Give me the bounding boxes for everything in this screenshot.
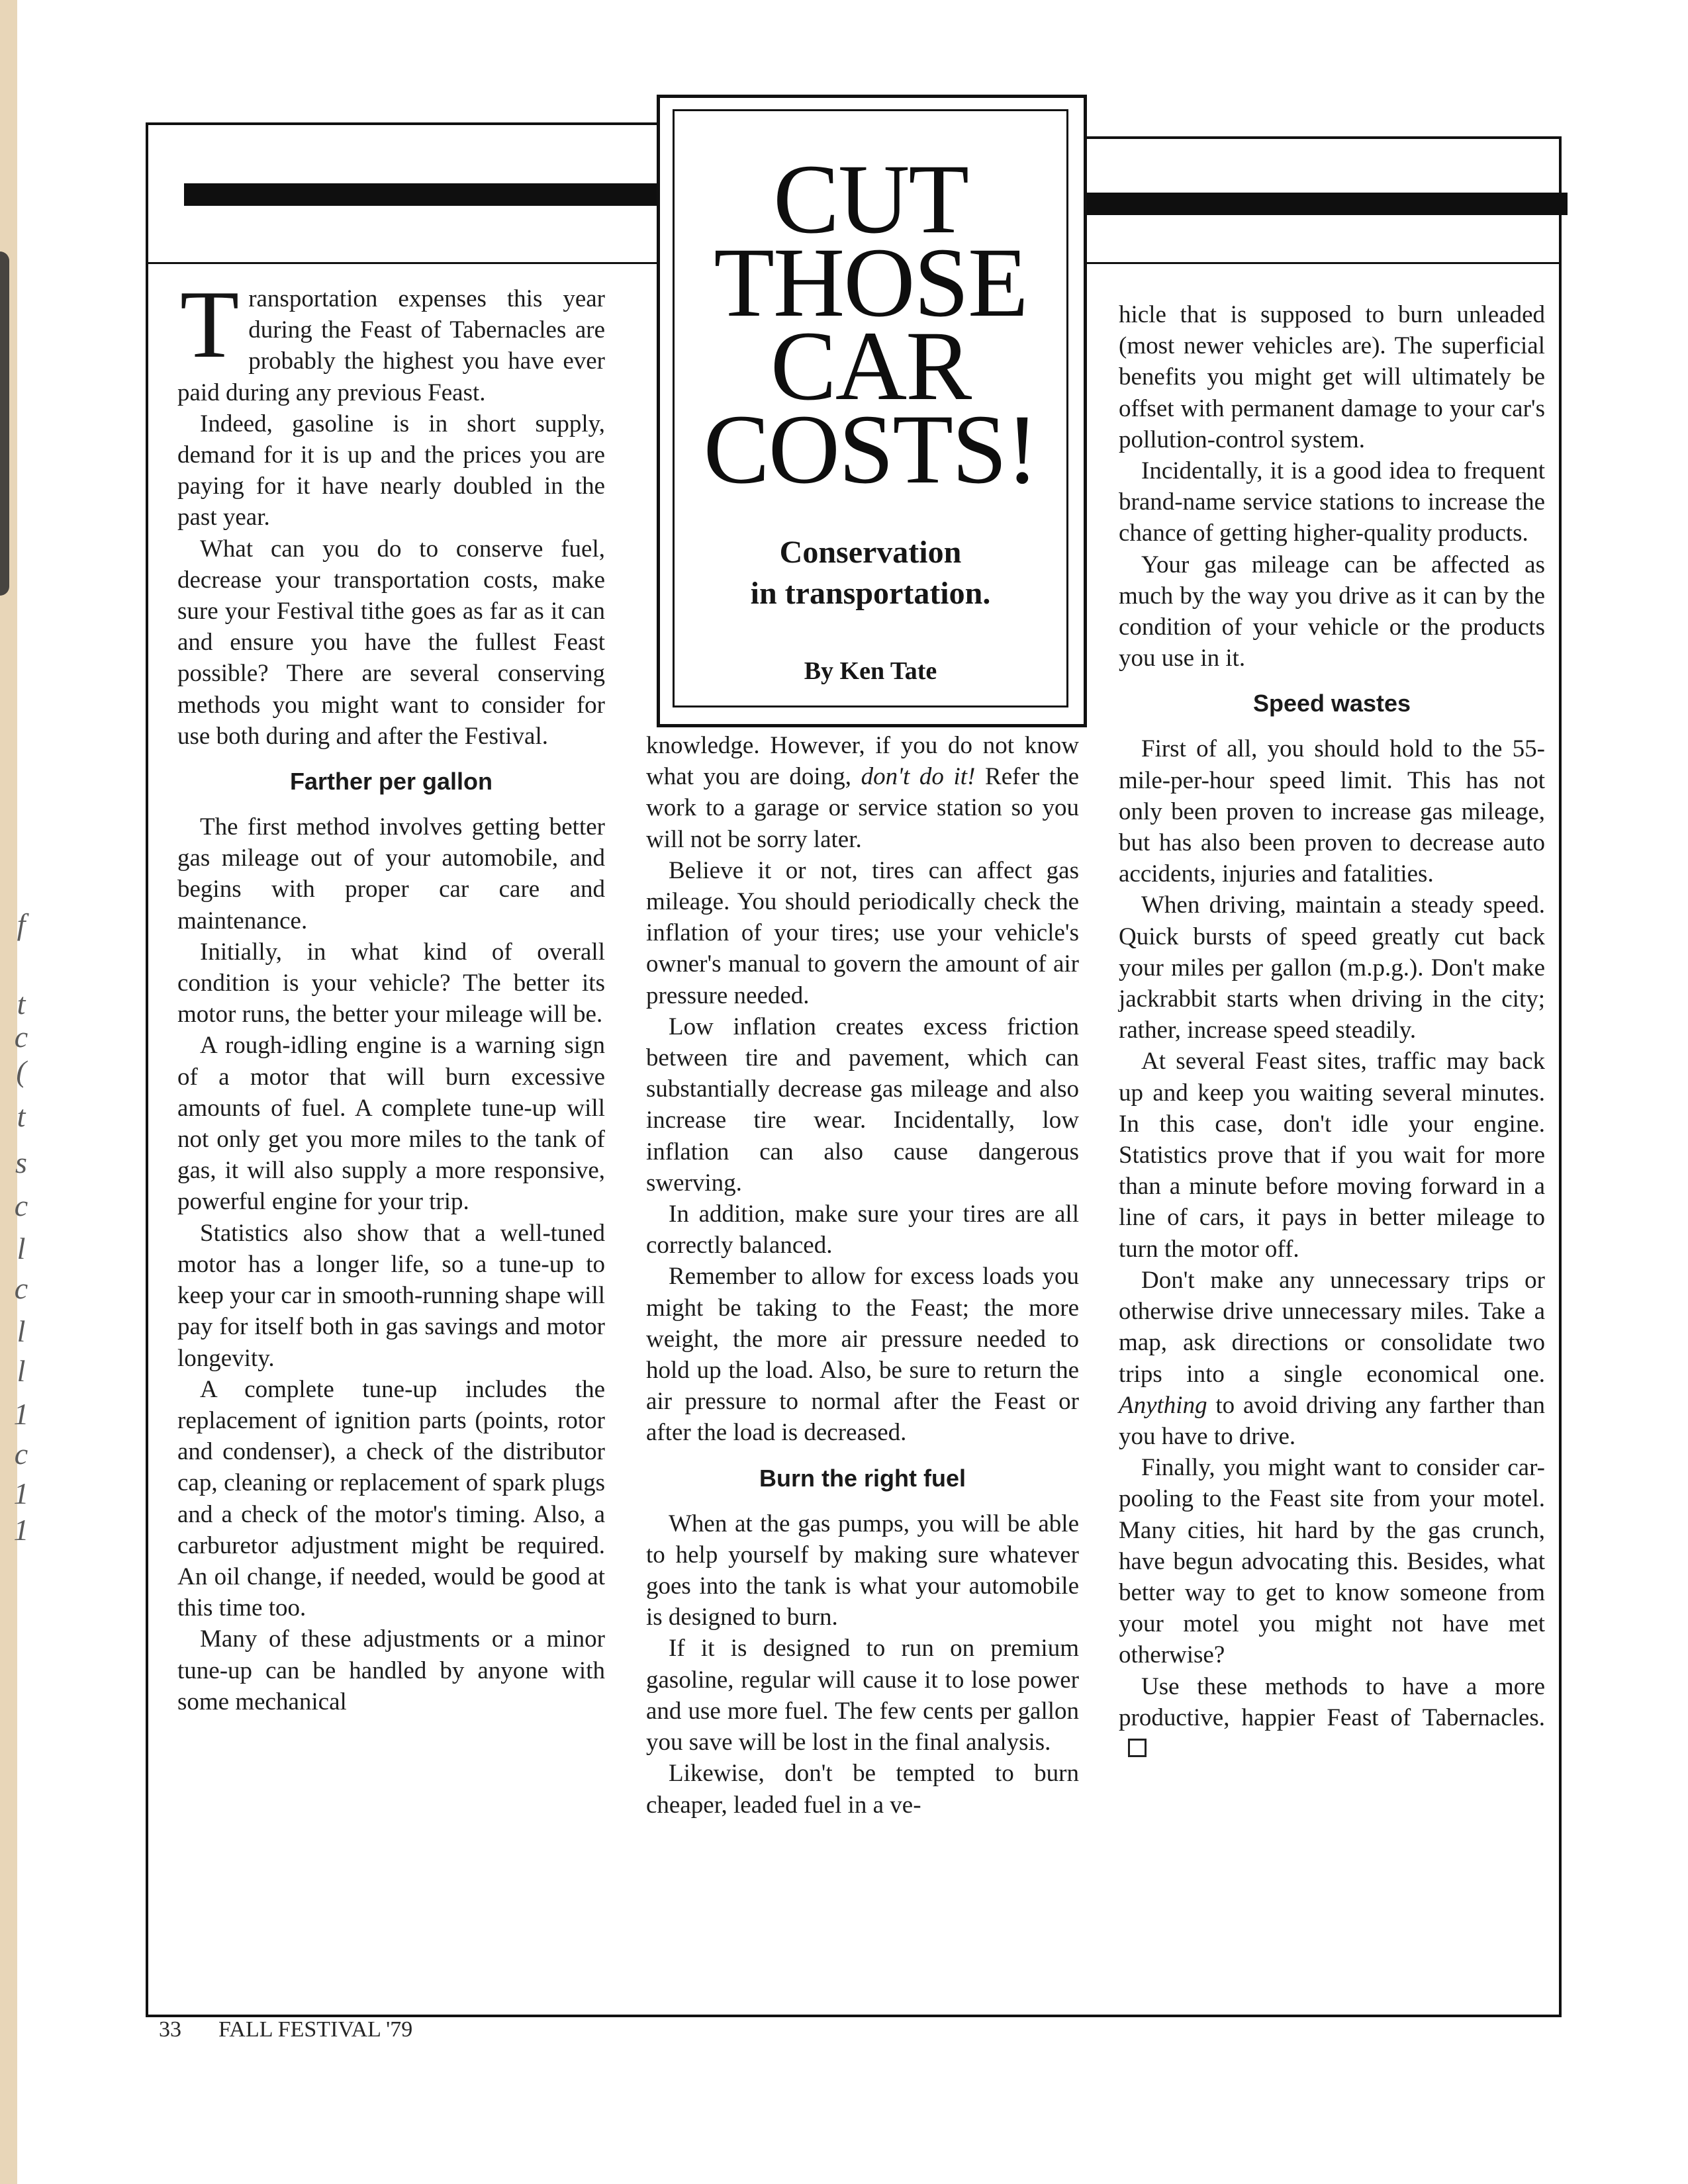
- margin-scrap: 1: [13, 1477, 29, 1510]
- headline-line: THOSE: [714, 228, 1027, 338]
- margin-scrap: l: [17, 1232, 26, 1265]
- text-run: Don't make any unnecessary trips or otherwise drive unnecessary miles. Take a map, ask directions or consolidate two trips into a single economical one.: [1119, 1266, 1545, 1388]
- margin-scrap: l: [17, 1354, 26, 1388]
- text-run: Use these methods to have a more productive, happier Feast of Tabernacles.: [1119, 1672, 1545, 1731]
- emphasis-text: Anything: [1119, 1391, 1207, 1419]
- lead-text: ransportation expenses this year during the Feast of Tabernacles are probably the highest you have ever paid during any previous Feast.: [177, 285, 605, 406]
- margin-scrap: s: [15, 1146, 27, 1179]
- paragraph: First of all, you should hold to the 55-mile-per-hour speed limit. This has not only been proven to increase gas mileage, but has also been proven to decrease auto accidents, injuries and fatalities.: [1119, 735, 1545, 888]
- frame-right: [1559, 136, 1562, 2017]
- title-box: [673, 109, 1068, 707]
- paragraph: Initially, in what kind of overall condition is your vehicle? The better its motor runs, the better your mileage will be.: [177, 938, 605, 1028]
- text-run: to avoid driving any farther than you have to drive.: [1119, 1391, 1545, 1450]
- paragraph: What can you do to conserve fuel, decrease your transportation costs, make sure your Festival tithe goes as far as it can and ensure you have the fullest Feast possible? There are several conserving methods you might want to consider for use both during and after the Festival.: [177, 535, 605, 750]
- end-mark-icon: [1128, 1739, 1147, 1757]
- paragraph: Your gas mileage can be affected as much by the way you drive as it can by the condition of your vehicle or the products you use in it.: [1119, 551, 1545, 672]
- paragraph: The first method involves getting better gas mileage out of your automobile, and begins with proper car care and maintenance.: [177, 813, 605, 934]
- headline: [675, 144, 1066, 504]
- margin-scrap: c: [14, 1020, 28, 1054]
- drop-cap: T: [180, 271, 240, 378]
- margin-scrap: t: [17, 1099, 26, 1133]
- headline-line: CUT: [773, 144, 968, 254]
- frame-top-left: [146, 122, 657, 125]
- decorative-bar-right: [1086, 193, 1568, 215]
- frame-top-right: [1086, 136, 1562, 139]
- page-footer: [159, 2017, 412, 2042]
- paragraph: Likewise, don't be tempted to burn cheaper, leaded fuel in a ve-: [646, 1760, 1079, 1819]
- paragraph: [177, 271, 605, 408]
- paragraph: Indeed, gasoline is in short supply, demand for it is up and the prices you are paying for it have nearly doubled in the past year.: [177, 410, 605, 531]
- paragraph: Many of these adjustments or a minor tune-up can be handled by anyone with some mechanical: [177, 1625, 605, 1715]
- paragraph: A rough-idling engine is a warning sign of a motor that will burn excessive amounts of fuel. A complete tune-up will not only get you more miles to the tank of gas, it will also supply a more responsive, powerful engine for your trip.: [177, 1032, 605, 1216]
- paragraph: [1119, 1265, 1545, 1452]
- paragraph: Low inflation creates excess friction between tire and pavement, which can substantially decrease gas mileage and also increase tire wear. Incidentally, low inflation can also cause dangerous swerving.: [646, 1013, 1079, 1197]
- paragraph: A complete tune-up includes the replacement of ignition parts (points, rotor and condenser), a check of the distributor cap, cleaning or replacement of spark plugs and a check of the motor's timing. Also, a carburetor adjustment might be required. An oil change, if needed, would be good at this time too.: [177, 1375, 605, 1622]
- paragraph: Statistics also show that a well-tuned motor has a longer life, so a tune-up to keep your car in smooth-running shape will pay for itself both in gas savings and motor longevity.: [177, 1219, 605, 1372]
- paragraph: At several Feast sites, traffic may back up and keep you waiting several minutes. In this case, don't idle your engine. Statistics prove that if you wait for more than a minute before moving forward in a line of cars, it pays in better mileage to turn the motor off.: [1119, 1048, 1545, 1263]
- section-heading: Burn the right fuel: [759, 1464, 966, 1492]
- margin-scrap: t: [17, 987, 26, 1021]
- article-column-1: [177, 271, 605, 1717]
- section-heading: Farther per gallon: [289, 768, 493, 796]
- margin-scrap: c: [14, 1437, 28, 1471]
- paragraph: Remember to allow for excess loads you might be taking to the Feast; the more weight, the more air pressure needed to hold up the load. Also, be sure to return the air pressure to normal after the Feast or after the load is decreased.: [646, 1263, 1079, 1447]
- section-heading: Speed wastes: [1252, 690, 1411, 717]
- headline-line: CAR: [770, 311, 971, 421]
- article-column-2: [646, 730, 1079, 1821]
- subheadline: [675, 532, 1066, 614]
- paragraph: In addition, make sure your tires are all correctly balanced.: [646, 1201, 1079, 1259]
- facing-page-shadow: [0, 251, 9, 596]
- subheadline-line: in transportation.: [750, 576, 991, 611]
- margin-scrap: l: [17, 1314, 26, 1348]
- frame-left: [146, 122, 148, 2017]
- margin-scrap: f: [17, 907, 26, 941]
- frame-header-rule-right: [1086, 262, 1562, 264]
- page-number: 33: [159, 2017, 181, 2042]
- headline-line: COSTS!: [703, 394, 1038, 504]
- margin-scrap: c: [14, 1271, 28, 1305]
- paragraph: [1119, 1671, 1545, 1765]
- text-run: Refer the work to a garage or service station so you will not be sorry later.: [646, 763, 1080, 853]
- margin-scrap: 1: [13, 1397, 29, 1431]
- paragraph: When at the gas pumps, you will be able to help yourself by making sure whatever goes into the tank is what your automobile is designed to burn.: [646, 1510, 1079, 1631]
- paragraph: Finally, you might want to consider car-pooling to the Feast site from your motel. Many cities, hit hard by the gas crunch, have begun advocating this. Besides, what better way to get to know someone from your motel you might not have met otherwise?: [1119, 1454, 1545, 1669]
- paragraph: Incidentally, it is a good idea to frequent brand-name service stations to increase the chance of getting higher-quality products.: [1119, 457, 1545, 547]
- paragraph: If it is designed to run on premium gasoline, regular will cause it to lose power and use more fuel. The few cents per gallon you save will be lost in the final analysis.: [646, 1635, 1079, 1756]
- paragraph: [646, 730, 1079, 855]
- byline: By Ken Tate: [804, 657, 937, 685]
- margin-scrap: 1: [13, 1513, 29, 1547]
- emphasis-text: don't do it!: [861, 763, 976, 791]
- paragraph: When driving, maintain a steady speed. Quick bursts of speed greatly cut back your miles per gallon (m.p.g.). Don't make jackrabbit starts when driving in the city; rather, increase speed steadily.: [1119, 891, 1545, 1044]
- paragraph: Believe it or not, tires can affect gas mileage. You should periodically check the inflation of your tires; use your vehicle's owner's manual to govern the amount of air pressure needed.: [646, 856, 1079, 1009]
- text-run: knowledge. However, if you do not know what you are doing,: [646, 732, 1079, 791]
- margin-scrap: c: [14, 1189, 28, 1222]
- article-column-3: [1119, 299, 1545, 1764]
- decorative-bar-left: [184, 183, 657, 206]
- paragraph: hicle that is supposed to burn unleaded (most newer vehicles are). The superficial benefits you might get will ultimately be offset with permanent damage to your car's pollution-control system.: [1119, 301, 1545, 453]
- subheadline-line: Conservation: [779, 535, 962, 570]
- frame-header-rule-left: [146, 262, 657, 264]
- margin-scrap: (: [16, 1054, 26, 1088]
- publication-name: FALL FESTIVAL '79: [218, 2017, 413, 2042]
